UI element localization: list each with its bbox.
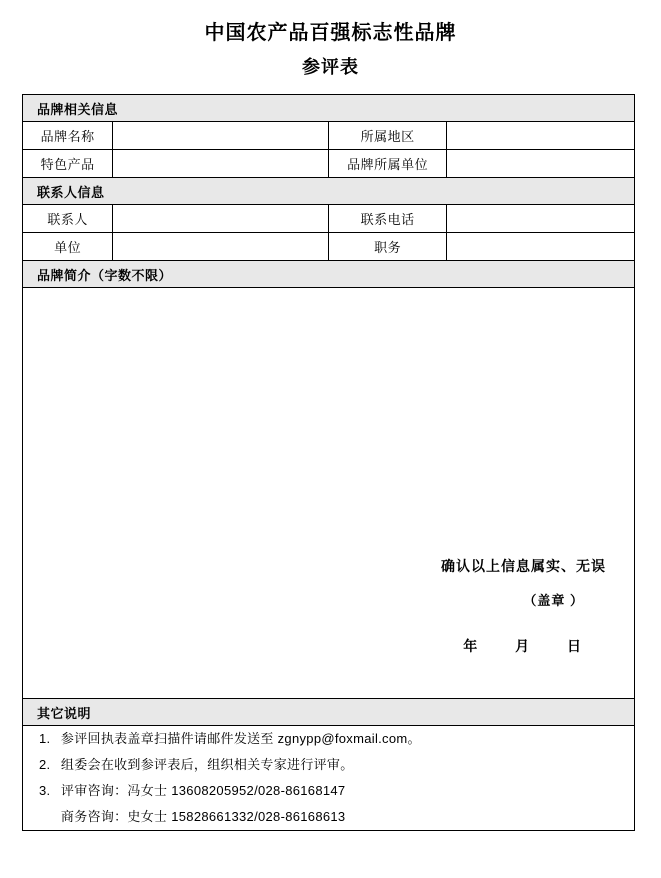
notes-block xyxy=(23,726,635,831)
date-month-label: 月 xyxy=(515,638,531,654)
contact-input[interactable] xyxy=(113,205,329,233)
section-header-brand-info-label: 品牌相关信息 xyxy=(23,95,635,122)
note-text: 组委会在收到参评表后，组织相关专家进行评审。 xyxy=(60,757,354,772)
brand-name-label: 品牌名称 xyxy=(23,122,113,150)
title-line-2: 参评表 xyxy=(302,57,359,77)
brand-intro-textarea[interactable] xyxy=(23,288,635,699)
brand-unit-input[interactable] xyxy=(446,150,634,178)
note-number: 3. xyxy=(39,783,51,798)
brand-name-input[interactable] xyxy=(113,122,329,150)
title-line-1: 中国农产品百强标志性品牌 xyxy=(204,22,457,44)
section-header-brand-intro xyxy=(23,261,635,288)
org-label: 单位 xyxy=(23,233,113,261)
date-year-label: 年 xyxy=(463,638,479,654)
confirm-text: 确认以上信息属实、无误 xyxy=(441,558,606,574)
list-item xyxy=(23,726,634,752)
table-row xyxy=(23,726,635,831)
table-row xyxy=(23,150,635,178)
note-text: 商务咨询：史女士 15828661332/028-86168613 xyxy=(60,809,346,824)
section-header-contact-info-label: 联系人信息 xyxy=(23,178,635,205)
table-row xyxy=(23,122,635,150)
document-title xyxy=(0,0,661,82)
position-input[interactable] xyxy=(446,233,634,261)
phone-input[interactable] xyxy=(446,205,634,233)
section-header-notes xyxy=(23,699,635,726)
section-header-brand-info xyxy=(23,95,635,122)
date-line xyxy=(447,636,598,656)
list-item xyxy=(23,804,634,830)
contact-label: 联系人 xyxy=(23,205,113,233)
date-day-label: 日 xyxy=(567,638,582,654)
seal-text: （盖章 ） xyxy=(523,593,584,608)
table-row xyxy=(23,288,635,699)
note-text: 评审咨询：冯女士 13608205952/028-86168147 xyxy=(60,783,346,798)
product-input[interactable] xyxy=(113,150,329,178)
section-header-notes-label: 其它说明 xyxy=(23,699,635,726)
note-number: 2. xyxy=(39,757,51,772)
participation-form xyxy=(22,94,635,831)
product-label: 特色产品 xyxy=(23,150,113,178)
region-input[interactable] xyxy=(446,122,634,150)
section-header-brand-intro-label: 品牌简介（字数不限） xyxy=(23,261,635,288)
brand-intro-inner xyxy=(23,288,634,698)
table-row xyxy=(23,205,635,233)
list-item xyxy=(23,752,634,778)
table-row xyxy=(23,233,635,261)
brand-unit-label: 品牌所属单位 xyxy=(329,150,446,178)
list-item xyxy=(23,778,634,804)
region-label: 所属地区 xyxy=(329,122,446,150)
position-label: 职务 xyxy=(329,233,446,261)
phone-label: 联系电话 xyxy=(329,205,446,233)
note-text: 参评回执表盖章扫描件请邮件发送至 zgnypp@foxmail.com。 xyxy=(60,731,421,746)
org-input[interactable] xyxy=(113,233,329,261)
note-number: 1. xyxy=(39,731,51,746)
section-header-contact-info xyxy=(23,178,635,205)
